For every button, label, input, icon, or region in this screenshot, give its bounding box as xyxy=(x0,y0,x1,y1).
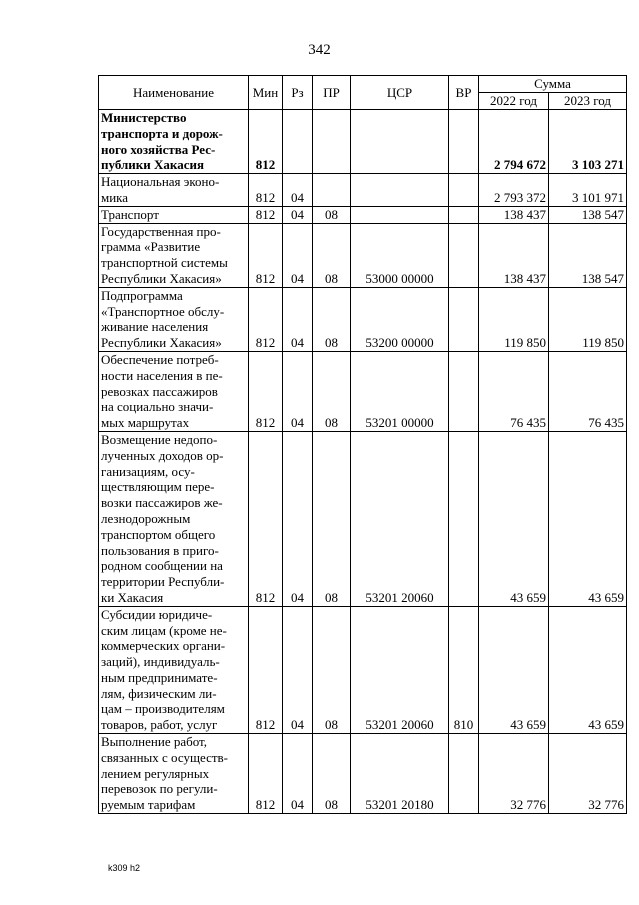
cell-name-line: территории Республи- xyxy=(101,574,225,590)
cell-name-line: цам – производителям xyxy=(101,701,225,717)
cell-name-line: Министерство xyxy=(101,110,187,125)
cell-pr: 08 xyxy=(313,606,351,733)
table-row xyxy=(99,206,627,223)
cell-sum-2022: 138 437 xyxy=(479,223,549,287)
header-vr: ВР xyxy=(449,76,479,110)
cell-vr xyxy=(449,110,479,174)
table-row xyxy=(99,734,627,814)
cell-sum-2023: 3 101 971 xyxy=(549,174,627,207)
table-row xyxy=(99,110,627,174)
cell-sum-2023: 3 103 271 xyxy=(549,110,627,174)
cell-name-line: ганизациям, осу- xyxy=(101,463,195,479)
cell-name xyxy=(99,223,249,287)
cell-name-line: лученных доходов ор- xyxy=(101,447,224,463)
cell-rz: 04 xyxy=(283,287,313,351)
cell-name-line: мика xyxy=(101,189,129,205)
cell-vr xyxy=(449,287,479,351)
header-pr: ПР xyxy=(313,76,351,110)
table-row xyxy=(99,351,627,431)
cell-name-line: Республики Хакасия» xyxy=(101,335,222,351)
cell-name-line: перевозок по регули- xyxy=(101,781,218,797)
cell-min: 812 xyxy=(249,734,283,814)
header-rz: Рз xyxy=(283,76,313,110)
cell-vr xyxy=(449,431,479,606)
cell-pr: 08 xyxy=(313,734,351,814)
cell-vr xyxy=(449,223,479,287)
header-year-2022: 2022 год xyxy=(479,93,549,110)
cell-vr xyxy=(449,206,479,223)
cell-name-line: транспорта и дорож- xyxy=(101,125,223,141)
cell-name xyxy=(99,110,249,174)
cell-csr: 53201 20180 xyxy=(351,734,449,814)
cell-rz: 04 xyxy=(283,734,313,814)
cell-sum-2022: 2 793 372 xyxy=(479,174,549,207)
cell-sum-2023: 138 547 xyxy=(549,206,627,223)
cell-name xyxy=(99,351,249,431)
cell-sum-2022: 43 659 xyxy=(479,606,549,733)
cell-rz: 04 xyxy=(283,174,313,207)
cell-min: 812 xyxy=(249,606,283,733)
cell-rz: 04 xyxy=(283,431,313,606)
cell-sum-2022: 76 435 xyxy=(479,351,549,431)
cell-min: 812 xyxy=(249,431,283,606)
cell-name-line: ществляющим пере- xyxy=(101,479,215,495)
cell-csr: 53201 20060 xyxy=(351,431,449,606)
cell-sum-2023: 138 547 xyxy=(549,223,627,287)
cell-pr: 08 xyxy=(313,431,351,606)
cell-csr: 53201 00000 xyxy=(351,351,449,431)
cell-sum-2023: 43 659 xyxy=(549,431,627,606)
cell-sum-2023: 76 435 xyxy=(549,351,627,431)
table-body xyxy=(99,110,627,814)
cell-sum-2022: 32 776 xyxy=(479,734,549,814)
cell-name xyxy=(99,174,249,207)
cell-min: 812 xyxy=(249,351,283,431)
cell-csr xyxy=(351,174,449,207)
cell-min: 812 xyxy=(249,174,283,207)
cell-sum-2022: 2 794 672 xyxy=(479,110,549,174)
budget-table xyxy=(98,75,627,814)
cell-name xyxy=(99,606,249,733)
cell-rz: 04 xyxy=(283,223,313,287)
header-name: Наименование xyxy=(99,76,249,110)
cell-name-line: Республики Хакасия» xyxy=(101,270,222,286)
cell-name-line: связанных с осуществ- xyxy=(101,749,228,765)
cell-name-line: Транспорт xyxy=(101,206,159,222)
cell-csr: 53200 00000 xyxy=(351,287,449,351)
cell-csr: 53201 20060 xyxy=(351,606,449,733)
cell-name-line: транспортом общего xyxy=(101,526,216,542)
cell-name-line: заций), индивидуаль- xyxy=(101,654,220,670)
cell-min: 812 xyxy=(249,206,283,223)
cell-csr xyxy=(351,110,449,174)
cell-name-line: лям, физическим ли- xyxy=(101,685,217,701)
cell-name-line: пользования в приго- xyxy=(101,542,219,558)
table-row xyxy=(99,431,627,606)
cell-name-line: родном сообщении на xyxy=(101,558,223,574)
cell-name-line: лением регулярных xyxy=(101,765,210,781)
cell-vr: 810 xyxy=(449,606,479,733)
table-row xyxy=(99,287,627,351)
cell-name-line: мых маршрутах xyxy=(101,415,190,431)
header-year-2023: 2023 год xyxy=(549,93,627,110)
cell-pr xyxy=(313,174,351,207)
cell-min: 812 xyxy=(249,110,283,174)
table-row xyxy=(99,223,627,287)
cell-name-line: товаров, работ, услуг xyxy=(101,717,218,733)
header-csr: ЦСР xyxy=(351,76,449,110)
cell-rz: 04 xyxy=(283,351,313,431)
cell-name-line: Обеспечение потреб- xyxy=(101,351,219,367)
cell-name-line: Субсидии юридиче- xyxy=(101,606,213,622)
cell-min: 812 xyxy=(249,223,283,287)
cell-csr xyxy=(351,206,449,223)
cell-name-line: ного хозяйства Рес- xyxy=(101,141,216,157)
cell-pr: 08 xyxy=(313,223,351,287)
cell-name-line: лезнодорожным xyxy=(101,510,191,526)
header-sum: Сумма xyxy=(479,76,627,93)
cell-sum-2023: 32 776 xyxy=(549,734,627,814)
cell-name-line: «Транспортное обслу- xyxy=(101,303,225,319)
cell-rz: 04 xyxy=(283,206,313,223)
cell-name-line: Национальная эконо- xyxy=(101,174,220,190)
cell-vr xyxy=(449,174,479,207)
cell-name xyxy=(99,206,249,223)
cell-name xyxy=(99,431,249,606)
header-min: Мин xyxy=(249,76,283,110)
footer-code: k309 h2 xyxy=(108,863,141,873)
page-number: 342 xyxy=(308,42,331,58)
cell-vr xyxy=(449,734,479,814)
cell-rz: 04 xyxy=(283,606,313,733)
cell-name-line: публики Хакасия xyxy=(101,157,204,173)
cell-csr: 53000 00000 xyxy=(351,223,449,287)
cell-sum-2022: 119 850 xyxy=(479,287,549,351)
cell-rz xyxy=(283,110,313,174)
cell-name-line: коммерческих органи- xyxy=(101,638,226,654)
cell-name xyxy=(99,734,249,814)
cell-name-line: Выполнение работ, xyxy=(101,734,208,750)
cell-sum-2023: 119 850 xyxy=(549,287,627,351)
cell-name-line: Возмещение недопо- xyxy=(101,431,218,447)
cell-sum-2023: 43 659 xyxy=(549,606,627,733)
cell-name-line: ским лицам (кроме не- xyxy=(101,622,227,638)
cell-name-line: Подпрограмма xyxy=(101,287,183,303)
cell-sum-2022: 43 659 xyxy=(479,431,549,606)
cell-name-line: возки пассажиров же- xyxy=(101,495,223,511)
cell-name-line: на социально значи- xyxy=(101,399,214,415)
cell-name-line: грамма «Развитие xyxy=(101,239,201,255)
cell-min: 812 xyxy=(249,287,283,351)
cell-name-line: живание населения xyxy=(101,319,209,335)
table-row xyxy=(99,174,627,207)
cell-name-line: ности населения в пе- xyxy=(101,367,223,383)
cell-name-line: ки Хакасия xyxy=(101,589,164,605)
cell-pr: 08 xyxy=(313,287,351,351)
cell-name xyxy=(99,287,249,351)
cell-vr xyxy=(449,351,479,431)
cell-pr: 08 xyxy=(313,351,351,431)
cell-pr: 08 xyxy=(313,206,351,223)
cell-name-line: ревозках пассажиров xyxy=(101,383,218,399)
cell-name-line: транспортной системы xyxy=(101,255,228,271)
cell-name-line: руемым тарифам xyxy=(101,797,196,813)
cell-sum-2022: 138 437 xyxy=(479,206,549,223)
table-row xyxy=(99,606,627,733)
cell-name-line: ным предпринимате- xyxy=(101,669,218,685)
cell-pr xyxy=(313,110,351,174)
cell-name-line: Государственная про- xyxy=(101,223,221,239)
